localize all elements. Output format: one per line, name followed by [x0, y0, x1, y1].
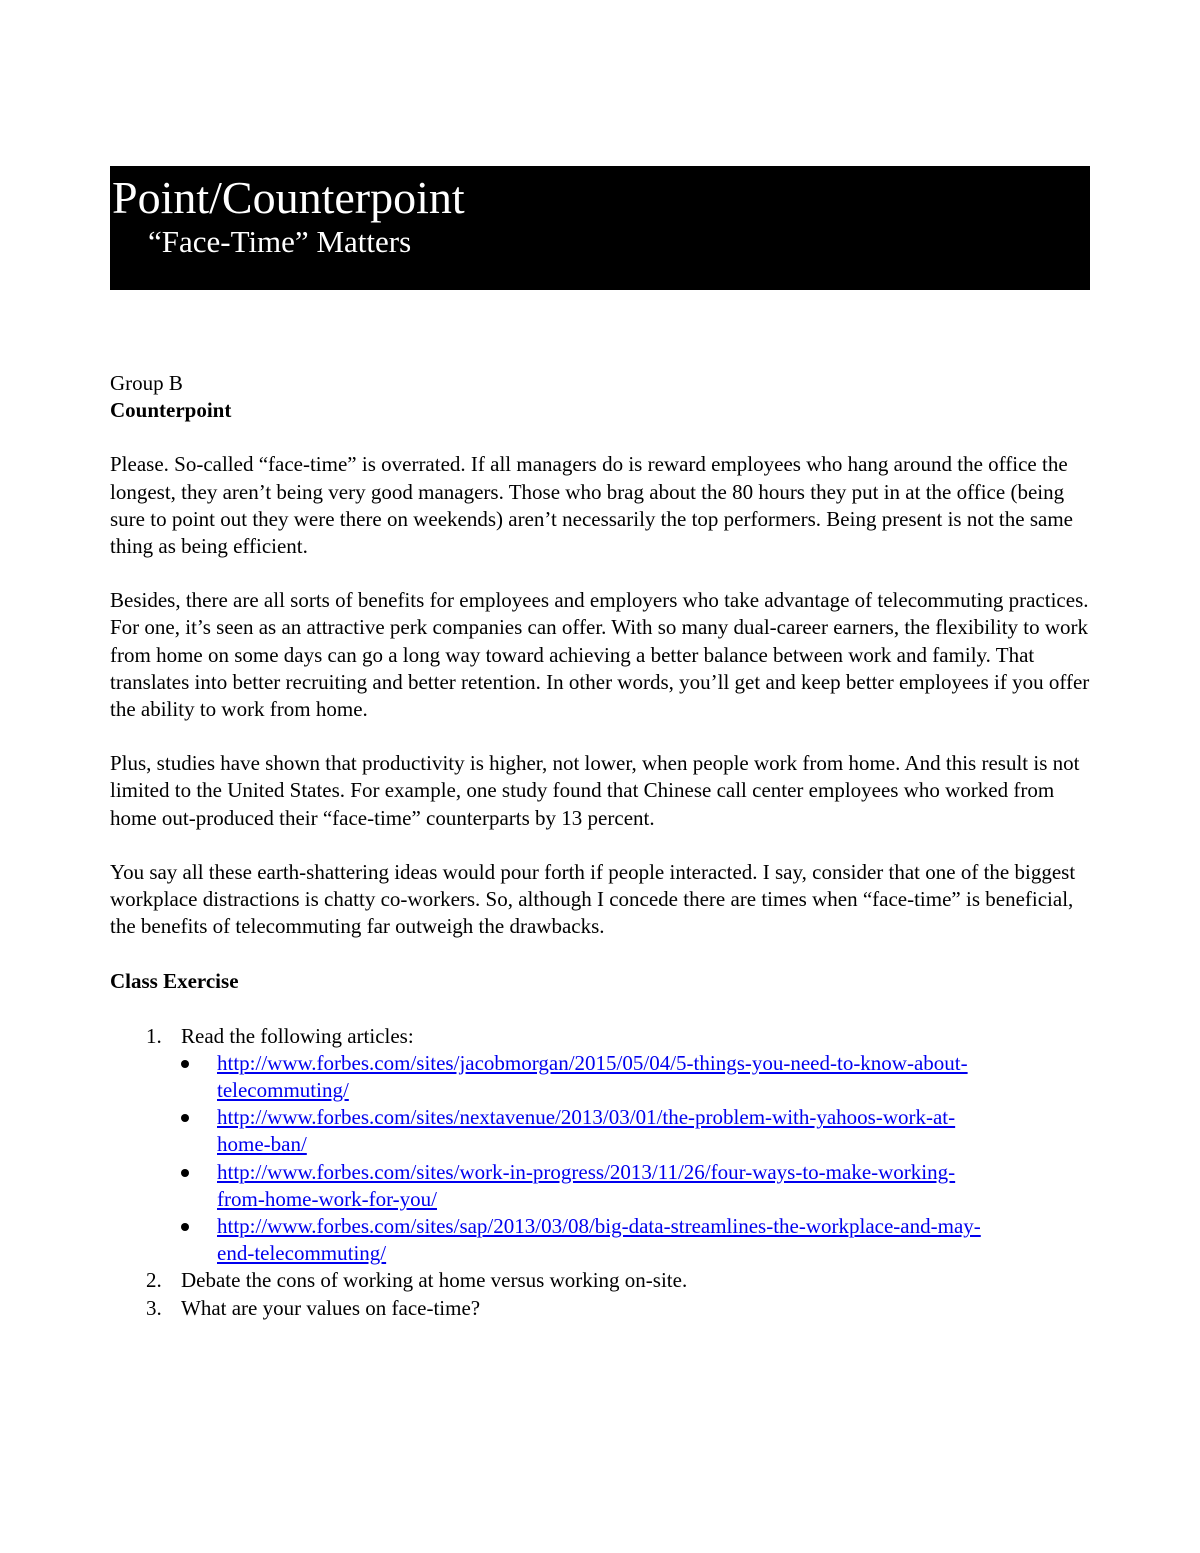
bullet-icon — [181, 1114, 189, 1122]
article-link-item — [181, 1050, 1095, 1104]
bullet-icon — [181, 1169, 189, 1177]
exercise-item-number: 1. — [146, 1023, 162, 1048]
article-link-line: http://www.forbes.com/sites/work-in-progress/2013/11/26/four-ways-to-make-working- — [217, 1159, 956, 1184]
exercise-item-text: Read the following articles: — [181, 1023, 414, 1048]
article-link-item — [181, 1213, 1095, 1267]
group-label: Group B — [110, 371, 183, 395]
article-link-line: http://www.forbes.com/sites/jacobmorgan/2015/05/04/5-things-you-need-to-know-about- — [217, 1050, 968, 1075]
title-banner — [110, 166, 1090, 290]
article-link-item — [181, 1104, 1095, 1158]
exercise-heading: Class Exercise — [110, 969, 239, 994]
article-link-line: from-home-work-for-you/ — [217, 1186, 438, 1211]
section-label: Counterpoint — [110, 398, 232, 423]
page-title: Point/Counterpoint — [112, 172, 465, 223]
article-link-line: telecommuting/ — [217, 1078, 349, 1103]
article-link-item — [181, 1159, 1095, 1213]
article-link[interactable] — [217, 1105, 955, 1156]
article-link[interactable] — [217, 1051, 968, 1102]
exercise-item-number: 2. — [146, 1268, 162, 1293]
bullet-icon — [181, 1223, 189, 1231]
exercise-item-text: Debate the cons of working at home versus working on-site. — [181, 1268, 688, 1293]
article-link[interactable] — [217, 1214, 981, 1265]
exercise-list — [110, 1023, 1095, 1322]
bullet-icon — [181, 1060, 189, 1068]
document-body — [110, 370, 1095, 1322]
article-link-line: http://www.forbes.com/sites/nextavenue/2013/03/01/the-problem-with-yahoos-work-at- — [217, 1105, 956, 1130]
exercise-item-number: 3. — [146, 1295, 162, 1320]
article-link-list — [181, 1050, 1095, 1268]
exercise-item — [110, 1023, 1095, 1268]
paragraph: Besides, there are all sorts of benefits for employees and employers who take advantage of telecommuting practices. For one, it’s seen as an attractive perk companies can offer. With so many dual-career earners, the flexibility to work from home on some days can go a long way toward achieving a better balance between work and family. That translates into better recruiting and better retention. In other words, you’ll get and keep better employees if you offer the ability to work from home. — [110, 588, 1090, 722]
paragraph: You say all these earth-shattering ideas would pour forth if people interacted. I say, consider that one of the biggest workplace distractions is chatty co-workers. So, although I concede there are times when “face-time” is beneficial, the benefits of telecommuting far outweigh the drawbacks. — [110, 859, 1076, 939]
paragraph: Plus, studies have shown that productivity is higher, not lower, when people work from home. And this result is not limited to the United States. For example, one study found that Chinese call center employees who worked from home out-produced their “face-time” counterparts by 13 percent. — [110, 751, 1080, 830]
page-subtitle: “Face-Time” Matters — [148, 224, 412, 259]
article-link-line: http://www.forbes.com/sites/sap/2013/03/08/big-data-streamlines-the-workplace-and-may- — [217, 1214, 981, 1239]
article-link[interactable] — [217, 1160, 955, 1211]
article-link-line: home-ban/ — [217, 1132, 307, 1157]
exercise-item-text: What are your values on face-time? — [181, 1295, 481, 1320]
paragraph: Please. So-called “face-time” is overrated. If all managers do is reward employees who hang around the office the longest, they aren’t being very good managers. Those who brag about the 80 hours they put in at the office (being sure to point out they were there on weekends) aren’t necessarily the top performers. Being present is not the same thing as being efficient. — [110, 452, 1073, 559]
exercise-item — [110, 1295, 1095, 1322]
exercise-item — [110, 1267, 1095, 1294]
article-link-line: end-telecommuting/ — [217, 1241, 387, 1266]
